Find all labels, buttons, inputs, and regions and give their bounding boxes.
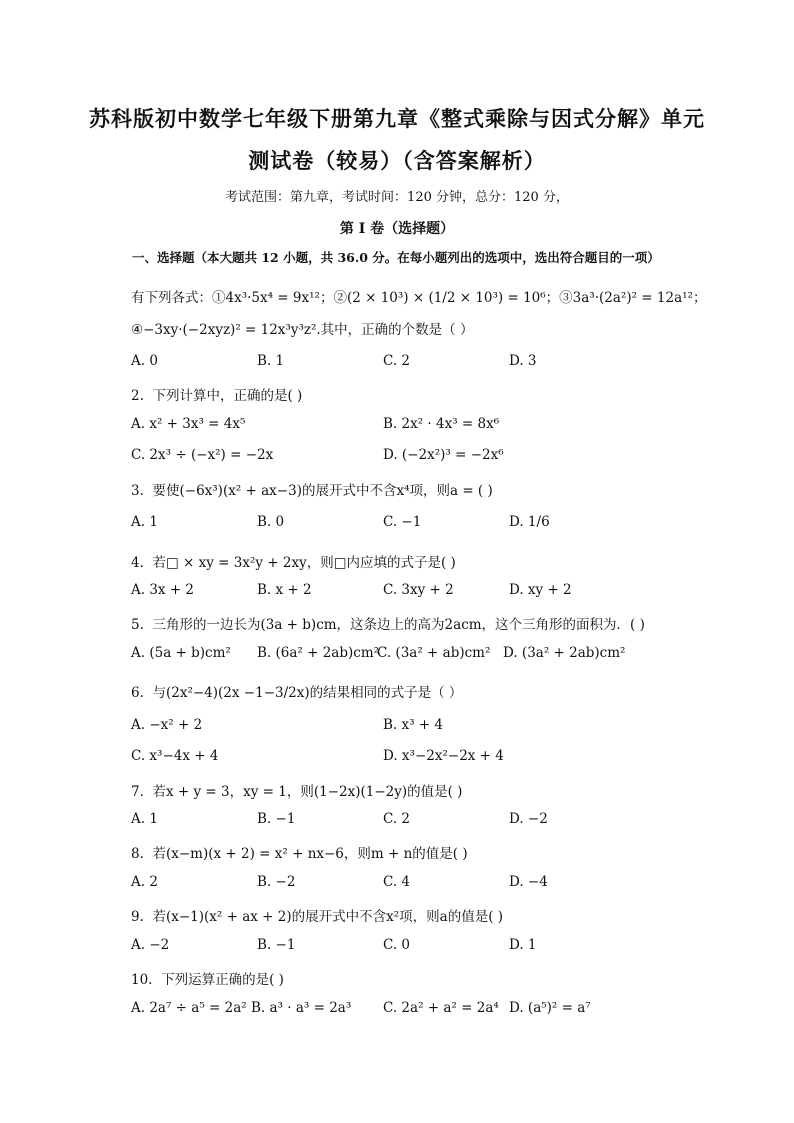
q6-option-d: D. x³−2x²−2x + 4 bbox=[383, 748, 504, 764]
q8-option-c: C. 4 bbox=[383, 874, 411, 890]
question-3 bbox=[131, 479, 493, 499]
q3-option-c: C. −1 bbox=[383, 514, 422, 530]
question-1-line-1: 有下列各式：①4x³·5x⁴ = 9x¹²；②(2 × 10³) × (1/2 × 10³) = 10⁶；③3a³·(2a²)² = 12a¹²； bbox=[131, 290, 707, 306]
question-4 bbox=[131, 551, 456, 571]
q9-option-c: C. 0 bbox=[383, 937, 411, 953]
q8-option-b: B. −2 bbox=[257, 874, 296, 890]
q5-option-a: A. (5a + b)cm² bbox=[131, 645, 231, 661]
q3-option-a: A. 1 bbox=[131, 514, 158, 530]
q9-option-b: B. −1 bbox=[257, 937, 296, 953]
q6-option-a: A. −x² + 2 bbox=[131, 717, 203, 733]
q1-option-b: B. 1 bbox=[257, 353, 285, 369]
q2-option-c: C. 2x³ ÷ (−x²) = −2x bbox=[131, 447, 274, 463]
question-number: 2. bbox=[131, 388, 144, 404]
q7-option-a: A. 1 bbox=[131, 811, 158, 827]
question-stem: 三角形的一边长为(3a + b)cm，这条边上的高为2acm，这个三角形的面积为．( ) bbox=[152, 617, 645, 633]
q4-option-b: B. x + 2 bbox=[257, 582, 312, 598]
q5-option-d: D. (3a² + 2ab)cm² bbox=[503, 645, 626, 661]
question-stem: 若(x−1)(x² + ax + 2)的展开式中不含x²项，则a的值是( ) bbox=[152, 909, 504, 925]
q1-option-a: A. 0 bbox=[131, 353, 158, 369]
q2-option-a: A. x² + 3x³ = 4x⁵ bbox=[131, 416, 246, 432]
question-number: 3. bbox=[131, 483, 144, 499]
question-stem: 下列运算正确的是( ) bbox=[161, 972, 284, 988]
q2-option-b: B. 2x² · 4x³ = 8x⁶ bbox=[383, 416, 500, 432]
q7-option-c: C. 2 bbox=[383, 811, 411, 827]
q9-option-a: A. −2 bbox=[131, 937, 170, 953]
section-heading: 一、选择题（本大题共 12 小题，共 36.0 分。在每小题列出的选项中，选出符合题目的一项） bbox=[132, 250, 660, 265]
q2-option-d: D. (−2x²)³ = −2x⁶ bbox=[383, 447, 504, 463]
question-7 bbox=[131, 780, 462, 800]
question-stem: 下列计算中，正确的是( ) bbox=[152, 388, 303, 404]
q5-option-c: C. (3a² + ab)cm² bbox=[377, 645, 491, 661]
q10-option-b: B. a³ · a³ = 2a³ bbox=[251, 1000, 352, 1016]
question-8 bbox=[131, 842, 468, 862]
question-stem: 若x + y = 3，xy = 1，则(1−2x)(1−2y)的值是( ) bbox=[152, 784, 463, 800]
question-6 bbox=[131, 681, 462, 701]
question-stem: 要使(−6x³)(x² + ax−3)的展开式中不含x⁴项，则a = ( ) bbox=[152, 483, 493, 499]
question-10 bbox=[131, 968, 284, 988]
question-5 bbox=[131, 613, 645, 633]
question-number: 10. bbox=[131, 972, 153, 988]
q4-option-d: D. xy + 2 bbox=[509, 582, 572, 598]
q6-option-b: B. x³ + 4 bbox=[383, 717, 444, 733]
question-1-line-2: ④−3xy·(−2xyz)² = 12x³y³z².其中，正确的个数是（ ） bbox=[131, 322, 474, 338]
question-number: 5. bbox=[131, 617, 144, 633]
title-line-1: 苏科版初中数学七年级下册第九章《整式乘除与因式分解》单元 bbox=[89, 106, 705, 131]
q10-option-a: A. 2a⁷ ÷ a⁵ = 2a² bbox=[131, 1000, 247, 1016]
question-number: 8. bbox=[131, 846, 144, 862]
q4-option-c: C. 3xy + 2 bbox=[383, 582, 454, 598]
question-number: 7. bbox=[131, 784, 144, 800]
q8-option-a: A. 2 bbox=[131, 874, 158, 890]
q4-option-a: A. 3x + 2 bbox=[131, 582, 195, 598]
exam-info: 考试范围：第九章，考试时间：120 分钟，总分：120 分， bbox=[225, 190, 569, 205]
q9-option-d: D. 1 bbox=[509, 937, 537, 953]
question-9 bbox=[131, 905, 503, 925]
q3-option-d: D. 1/6 bbox=[509, 514, 550, 530]
q10-option-c: C. 2a² + a² = 2a⁴ bbox=[383, 1000, 499, 1016]
question-number: 6. bbox=[131, 685, 144, 701]
q6-option-c: C. x³−4x + 4 bbox=[131, 748, 219, 764]
q7-option-b: B. −1 bbox=[257, 811, 296, 827]
part-title: 第 I 卷（选择题） bbox=[339, 221, 455, 237]
question-stem: 与(2x²−4)(2x −1−3/2x)的结果相同的式子是（ ） bbox=[152, 685, 463, 701]
q1-option-c: C. 2 bbox=[383, 353, 411, 369]
question-number: 4. bbox=[131, 555, 144, 571]
q3-option-b: B. 0 bbox=[257, 514, 285, 530]
question-stem: 若(x−m)(x + 2) = x² + nx−6，则m + n的值是( ) bbox=[152, 846, 468, 862]
title-line-2: 测试卷（较易）（含答案解析） bbox=[248, 148, 546, 173]
q8-option-d: D. −4 bbox=[509, 874, 548, 890]
question-2 bbox=[131, 384, 302, 404]
question-stem: 若□ × xy = 3x²y + 2xy，则□内应填的式子是( ) bbox=[152, 555, 456, 571]
q7-option-d: D. −2 bbox=[509, 811, 548, 827]
question-number: 9. bbox=[131, 909, 144, 925]
q1-option-d: D. 3 bbox=[509, 353, 537, 369]
q5-option-b: B. (6a² + 2ab)cm² bbox=[257, 645, 380, 661]
q10-option-d: D. (a⁵)² = a⁷ bbox=[509, 1000, 591, 1016]
